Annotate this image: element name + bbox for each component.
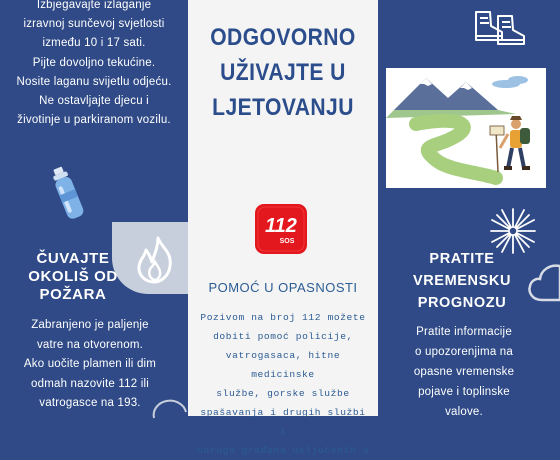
forecast-title-line: PROGNOZU [417, 295, 507, 311]
forecast-title-line: VREMENSKU [412, 273, 512, 289]
fire-text-line: vatrogasce na 193. [39, 397, 141, 409]
help-section-text [196, 308, 370, 460]
help-text-line: dobiti pomoć policije, [213, 331, 353, 342]
fire-title-line: ČUVAJTE [36, 250, 110, 267]
hiker-landscape-illustration [386, 68, 546, 188]
help-section-title: POMOĆ U OPASNOSTI [208, 280, 358, 295]
fire-text-line: vatre na otvorenom. [36, 338, 144, 351]
title-line: UŽIVAJTE U [220, 59, 346, 86]
forecast-title-line: PRATITE [429, 251, 495, 267]
help-text-line: udruga građana uključenih u [197, 445, 369, 456]
title-line: LJETOVANJU [212, 94, 354, 121]
tip-line: Ne ostavljajte djecu i [39, 95, 149, 108]
logo-number: 112 [265, 215, 297, 237]
fire-title-line: POŽARA [39, 286, 107, 303]
emergency-112-logo [254, 203, 308, 255]
water-bottle-icon [46, 162, 90, 224]
fire-text-line: Zabranjeno je paljenje [31, 319, 149, 331]
forecast-text-line: valove. [445, 406, 483, 418]
middle-panel [188, 0, 378, 456]
logo-sos: SOS [279, 238, 295, 245]
page-title [201, 20, 364, 125]
tip-line: između 10 i 17 sati. [42, 37, 146, 50]
hiking-boots-icon [470, 8, 530, 52]
tip-line: životinje u parkiranom vozilu. [17, 114, 171, 127]
fire-title-line: OKOLIŠ OD [28, 268, 118, 285]
fire-section-text [0, 316, 180, 414]
help-text-line: vatrogasaca, hitne medicinske [225, 350, 341, 380]
right-panel [378, 0, 560, 416]
fire-text-line: Ako uočite plamen ili dim [23, 358, 157, 370]
summer-tips-text [0, 0, 188, 130]
fire-text-line: odmah nazovite 112 ili [31, 377, 149, 390]
help-text-line: službe, gorske službe [216, 388, 350, 399]
forecast-text-line: pojave i toplinske [418, 386, 510, 398]
tip-line: Izbjegavajte izlaganje [36, 0, 152, 11]
left-panel [0, 0, 188, 416]
decorative-arc [150, 402, 190, 418]
tip-line: Pijte dovoljno tekućine. [32, 56, 156, 69]
help-text-line: spašavanja i drugih službi i [200, 407, 366, 437]
title-line: ODGOVORNO [210, 24, 356, 51]
tip-line: izravnoj sunčevoj svjetlosti [23, 18, 165, 31]
forecast-text-line: Pratite informacije [416, 326, 512, 338]
help-text-line: Pozivom na broj 112 možete [200, 312, 366, 323]
tip-line: Nosite laganu svijetlu odjeću. [16, 75, 172, 88]
forecast-section-title [378, 248, 546, 314]
fire-section-title [18, 250, 128, 304]
forecast-text-line: o upozorenjima na [414, 346, 514, 358]
forecast-text-line: opasne vremenske [413, 366, 515, 378]
forecast-section-text [378, 322, 550, 422]
